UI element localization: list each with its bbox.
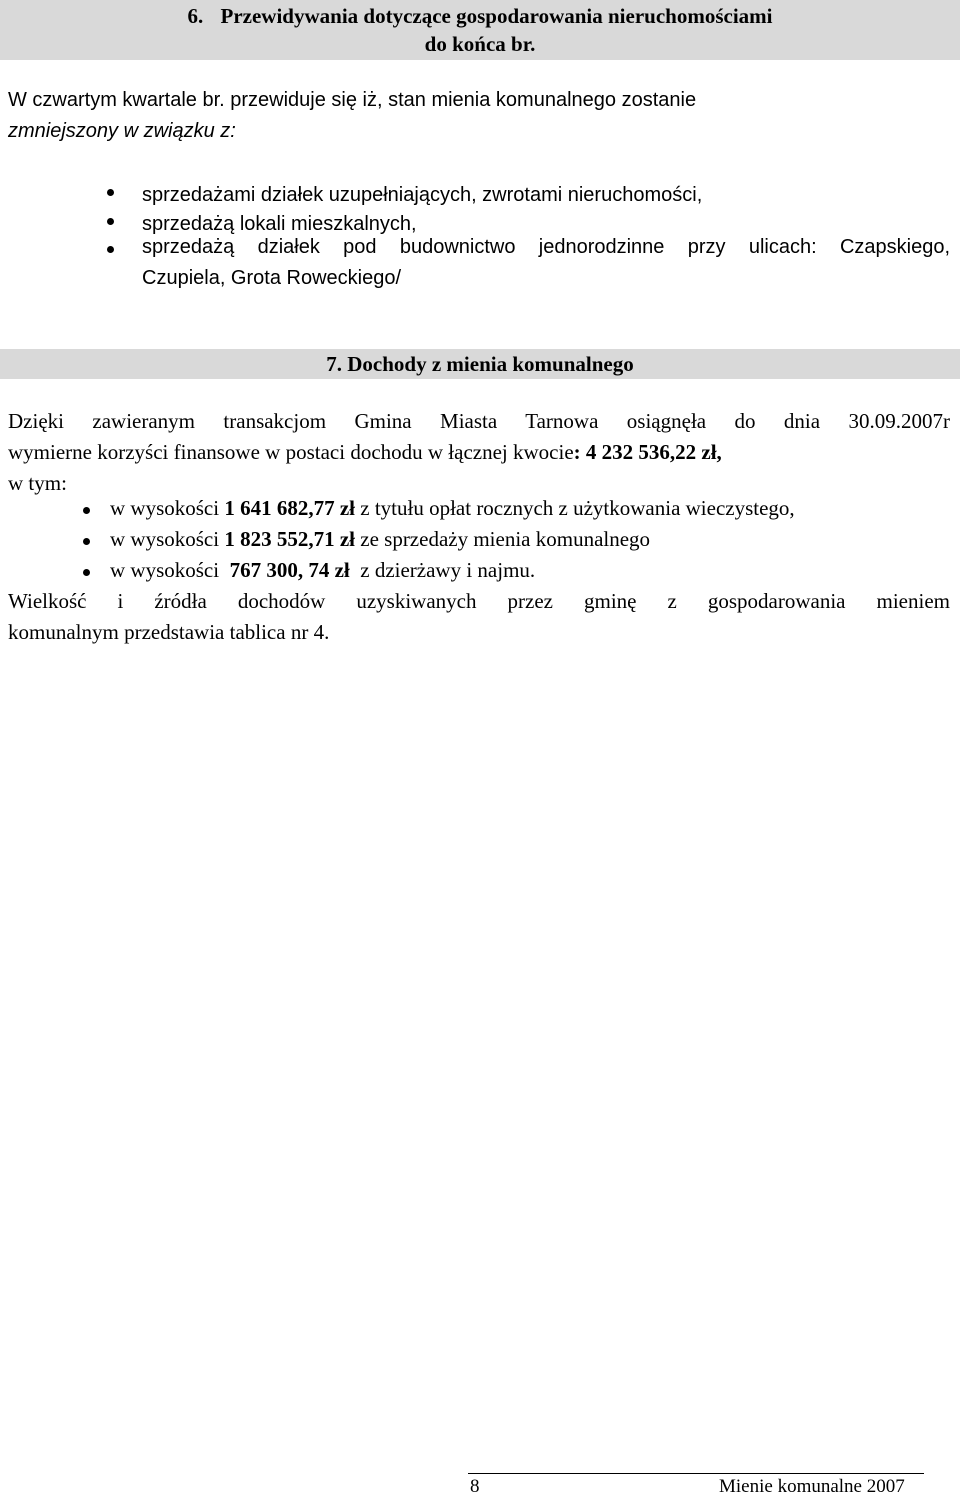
bullet-icon — [83, 538, 90, 545]
intro-line-1: W czwartym kwartale br. przewiduje się iż, stan mienia komunalnego zostanie — [8, 89, 697, 111]
section-7-number: 7. — [326, 352, 343, 376]
closing-line-1: Wielkość i źródła dochodów uzyskiwanych przez gminę z gospodarowania mieniem — [8, 589, 950, 613]
item-suffix: z dzierżawy i najmu. — [349, 558, 536, 582]
section-6-title-line2: do końca br. — [424, 32, 536, 56]
list-item-text-line2: Czupiela, Grota Roweckiego/ — [142, 267, 402, 289]
intro-line-2: zmniejszony w związku z: — [8, 120, 236, 142]
section-6-header — [0, 0, 960, 60]
list-item-text — [110, 527, 650, 552]
footer-rule — [468, 1473, 924, 1474]
bullet-icon — [107, 189, 114, 196]
closing-line-2: komunalnym przedstawia tablica nr 4. — [8, 620, 330, 644]
footer-title: Mienie komunalne 2007 — [719, 1476, 905, 1497]
footer-page-number: 8 — [470, 1476, 480, 1497]
section-7-header — [0, 349, 960, 379]
income-line-3: w tym: — [8, 471, 67, 495]
item-amount: 1 641 682,77 zł — [224, 496, 355, 520]
item-prefix: w wysokości — [110, 496, 225, 520]
list-item-text — [110, 496, 795, 521]
item-suffix: z tytułu opłat rocznych z użytkowania wieczystego, — [355, 496, 795, 520]
item-suffix: ze sprzedaży mienia komunalnego — [355, 527, 651, 551]
bullet-icon — [107, 218, 114, 225]
item-amount: 767 300, 74 zł — [229, 558, 350, 582]
income-total-amount: : 4 232 536,22 zł, — [573, 440, 722, 464]
closing-paragraph — [8, 586, 950, 648]
item-prefix: w wysokości — [110, 527, 225, 551]
list-item-text: sprzedażami działek uzupełniających, zwrotami nieruchomości, — [142, 184, 703, 206]
income-line-1: Dzięki zawieranym transakcjom Gmina Miasta Tarnowa osiągnęła do dnia 30.09.2007r — [8, 409, 950, 433]
section-6-number: 6. — [187, 4, 204, 28]
section-7-title: Dochody z mienia komunalnego — [347, 352, 634, 376]
item-amount: 1 823 552,71 zł — [224, 527, 355, 551]
bullet-icon — [83, 569, 90, 576]
income-line-2 — [8, 437, 950, 468]
income-line-2-text: wymierne korzyści finansowe w postaci dochodu w łącznej kwocie — [8, 440, 574, 464]
list-item-text — [142, 232, 950, 294]
list-item-text: sprzedażą lokali mieszkalnych, — [142, 213, 417, 235]
bullet-icon — [107, 246, 114, 253]
list-item-text-line1: sprzedażą działek pod budownictwo jednorodzinne przy ulicach: Czapskiego, — [142, 236, 950, 258]
list-item-text — [110, 558, 535, 583]
income-paragraph — [8, 406, 950, 499]
item-prefix: w wysokości — [110, 558, 230, 582]
bullet-icon — [83, 507, 90, 514]
section-6-title-line1: Przewidywania dotyczące gospodarowania nieruchomościami — [220, 4, 773, 28]
